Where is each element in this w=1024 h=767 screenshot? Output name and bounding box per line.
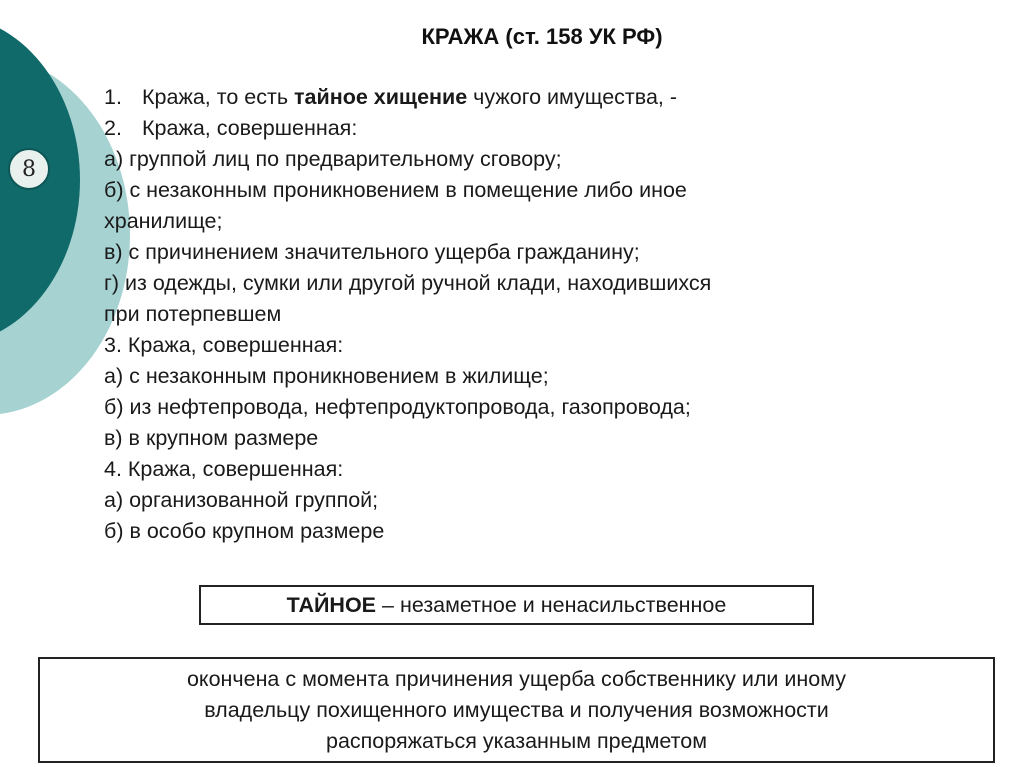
item-3a: а) с незаконным проникновением в жилище;: [104, 364, 549, 388]
item-1-text-pre: Кража, то есть: [142, 85, 294, 109]
definition-text: – незаметное и ненасильственное: [382, 592, 727, 617]
slide-title: КРАЖА (ст. 158 УК РФ): [421, 24, 663, 49]
item-2g-line1: г) из одежды, сумки или другой ручной клади, находившихся: [104, 271, 712, 295]
item-2v: в) с причинением значительного ущерба гражданину;: [104, 240, 640, 264]
item-2b-line1: б) с незаконным проникновением в помещение либо иное: [104, 178, 687, 202]
item-1-bold-term: тайное хищение: [294, 85, 468, 109]
item-2: [104, 113, 984, 144]
definition-box: [199, 585, 814, 625]
item-2a: а) группой лиц по предварительному сговору;: [104, 147, 562, 171]
item-3b: б) из нефтепровода, нефтепродуктопровода, газопровода;: [104, 395, 691, 419]
definition-term: ТАЙНОЕ: [286, 592, 377, 617]
item-1-text-post: чужого имущества, -: [467, 85, 678, 109]
item-2g-line2: при потерпевшем: [104, 302, 282, 326]
slide-number-badge: 8: [8, 148, 50, 190]
completion-line-2: владельцу похищенного имущества и получения возможности: [204, 697, 829, 722]
item-4b: б) в особо крупном размере: [104, 519, 385, 543]
item-3: 3. Кража, совершенная:: [104, 333, 344, 357]
completion-text: [187, 664, 846, 757]
item-2b-line2: хранилище;: [104, 209, 223, 233]
item-4: 4. Кража, совершенная:: [104, 457, 344, 481]
completion-line-3: распоряжаться указанным предметом: [325, 728, 708, 753]
article-text: [104, 82, 984, 547]
item-2-number: 2.: [104, 116, 122, 140]
item-1-number: 1.: [104, 85, 122, 109]
item-4a: а) организованной группой;: [104, 488, 379, 512]
item-3v: в) в крупном размере: [104, 426, 319, 450]
completion-box: [38, 657, 995, 763]
item-2-text: Кража, совершенная:: [142, 116, 358, 140]
item-1: [104, 82, 984, 113]
completion-line-1: окончена с момента причинения ущерба собственнику или иному: [186, 666, 847, 691]
